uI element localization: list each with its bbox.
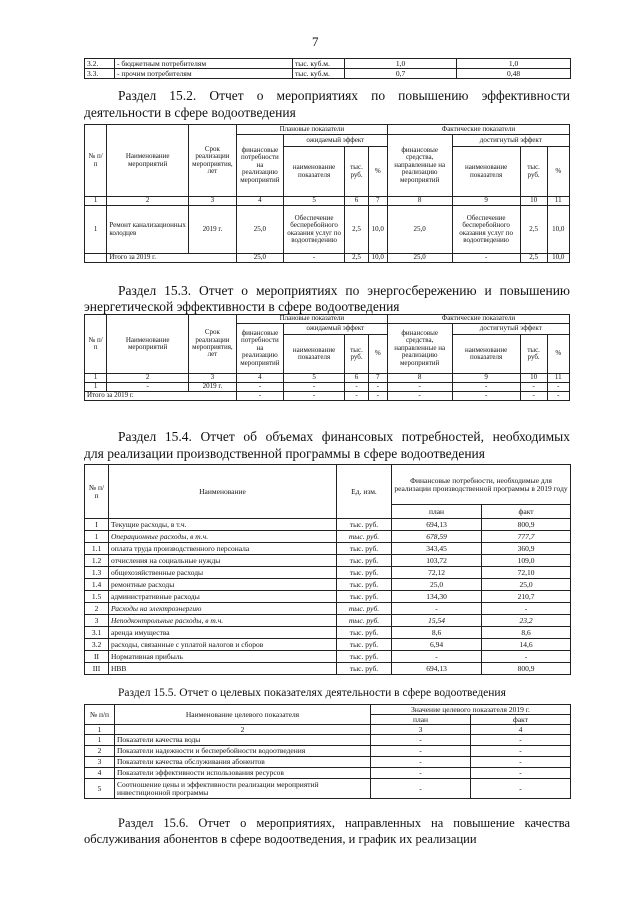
table-row: I Текущие расходы, в т.ч. тыс. руб. 694,13 800,9 — [85, 519, 571, 531]
section-15-4-title-line1: Раздел 15.4. Отчет об объемах финансовых потребностей, необходимых — [118, 429, 570, 444]
table-row: 4 Показатели эффективности использования ресурсов - - — [85, 768, 571, 779]
table-row: 1 Операционные расходы, в т.ч. тыс. руб. 678,59 777,7 — [85, 531, 571, 543]
section-15-4-table: № п/п Наименование Ед. изм. Финансовые потребности, необходимые для реализации производственной программы в 2019 году план факт I Текущие расходы, в т.ч. тыс. руб. 694,13 800,9 1 Операционные расходы, в т.ч. тыс. руб. 678,59 777,7 1.1 оплата труда производственного персонала тыс. руб. 343,45 360,9 1.2 отчисления на социальные нужды тыс. руб. 103,72 109,0 1.3 общехозяйственные расходы тыс. руб. 72,12 72,10 1.4 ремонтные расходы тыс. руб. 25,0 25,0 1.5 административные расходы тыс. руб. 134,30 210,7 2 Расходы на электроэнергию тыс. руб. - - 3 Неподконтрольные расходы, в т.ч. тыс. руб. 15,54 23,2 3.1 аренда имущества тыс. руб. 8,6 8,6 3.2 расходы, связанные с уплатой налогов и сборов тыс. руб. 6,94 14,6 II Нормативная прибыль тыс. руб. - - III НВВ тыс. руб. 694,13 800,9 — [84, 464, 571, 675]
table-row: 2 Расходы на электроэнергию тыс. руб. - - — [85, 603, 571, 615]
table-row: 3.3. - прочим потребителям тыс. куб.м. 0,7 0,48 — [85, 69, 571, 79]
section-15-3-table: № п/ п Наименование мероприятий Срок реализации мероприятия, лет Плановые показатели Фактические показатели финансовые потребности на реализацию мероприятий ожидаемый эффект финансовые средства, направленные на реализацию мероприятий достигнутый эффект наименование показателя тыс. руб. % наименование показателя тыс. руб. % 1 2 3 4 5 6 7 8 9 10 11 1 - 2019 г. - - - - - - - - Итого за 2019 г. - - - - - - - - — [84, 314, 570, 401]
table-row: 1 - 2019 г. - - - - - - - - — [85, 383, 570, 392]
section-15-6-title-line1: Раздел 15.6. Отчет о мероприятиях, направленных на повышение качества — [118, 816, 570, 830]
page-number: 7 — [312, 34, 319, 49]
section-15-2-title-line2: деятельности в сфере водоотведения — [84, 105, 296, 120]
section-15-3-title-line2: энергетической эффективности в сфере водоотведения — [84, 299, 400, 314]
table-row: 3.2 расходы, связанные с уплатой налогов и сборов тыс. руб. 6,94 14,6 — [85, 639, 571, 651]
table-row: 1.3 общехозяйственные расходы тыс. руб. 72,12 72,10 — [85, 567, 571, 579]
table-row: 5 Соотношение цены и эффективности реализации мероприятий инвестиционной программы - - — [85, 779, 571, 799]
table-row: III НВВ тыс. руб. 694,13 800,9 — [85, 663, 571, 675]
table-row: 3.1 аренда имущества тыс. руб. 8,6 8,6 — [85, 627, 571, 639]
section-15-3-title-line1: Раздел 15.3. Отчет о мероприятиях по энергосбережению и повышению — [118, 283, 570, 298]
section-15-2-table: № п/ п Наименование мероприятий Срок реализации мероприятия, лет Плановые показатели Фактические показатели финансовые потребности на реализацию мероприятий ожидаемый эффект финансовые средства, направленные на реализацию мероприятий достигнутый эффект наименование показателя тыс. руб. % наименование показателя тыс. руб. % 1 2 3 4 5 6 7 8 9 10 11 1 Ремонт канализационных колодцев 2019 г. 25,0 Обеспечение бесперебойного оказания услуг по водоотведению 2,5 10,0 25,0 Обеспечение бесперебойного оказания услуг по водоотведению 2,5 10,0 Итого за 2019 г. 25,0 - 2,5 10,0 25,0 - 2,5 10,0 — [84, 124, 570, 263]
section-15-2-title-line1: Раздел 15.2. Отчет о мероприятиях по повышению эффективности — [118, 88, 570, 103]
table-row: 1 Показатели качества воды - - — [85, 735, 571, 746]
section-15-5-title: Раздел 15.5. Отчет о целевых показателях деятельности в сфере водоотведения — [118, 687, 506, 699]
section-15-4-title-line2: для реализации производственной программы в сфере водоотведения — [84, 446, 485, 461]
table-row: Итого за 2019 г. 25,0 - 2,5 10,0 25,0 - 2,5 10,0 — [85, 254, 570, 263]
table-row: II Нормативная прибыль тыс. руб. - - — [85, 651, 571, 663]
table-row: 1.4 ремонтные расходы тыс. руб. 25,0 25,0 — [85, 579, 571, 591]
table-row: Итого за 2019 г. - - - - - - - - — [85, 392, 570, 401]
table-row: 3.2. - бюджетным потребителям тыс. куб.м. 1,0 1,0 — [85, 59, 571, 69]
top-table — [84, 58, 571, 79]
table-row: 1.5 административные расходы тыс. руб. 134,30 210,7 — [85, 591, 571, 603]
table-row: 3 Неподконтрольные расходы, в т.ч. тыс. руб. 15,54 23,2 — [85, 615, 571, 627]
table-row: 2 Показатели надежности и бесперебойности водоотведения - - — [85, 746, 571, 757]
section-15-5-table: № п/п Наименование целевого показателя Значение целевого показателя 2019 г. план факт 1 2 3 4 1 Показатели качества воды - - 2 Показатели надежности и бесперебойности водоотведения - - 3 Показатели качества обслуживания абонентов - - 4 Показатели эффективности использования ресурсов - - 5 Соотношение цены и эффективности реализации мероприятий инвестиционной программы - - — [84, 704, 571, 799]
section-15-6-title-line2: обслуживания абонентов в сфере водоотведения, и график их реализации — [84, 832, 477, 846]
table-row: 1.1 оплата труда производственного персонала тыс. руб. 343,45 360,9 — [85, 543, 571, 555]
table-row: 3 Показатели качества обслуживания абонентов - - — [85, 757, 571, 768]
table-row: 1.2 отчисления на социальные нужды тыс. руб. 103,72 109,0 — [85, 555, 571, 567]
table-row: 1 Ремонт канализационных колодцев 2019 г. 25,0 Обеспечение бесперебойного оказания услуг по водоотведению 2,5 10,0 25,0 Обеспечение бесперебойного оказания услуг по водоотведению 2,5 10,0 — [85, 206, 570, 254]
